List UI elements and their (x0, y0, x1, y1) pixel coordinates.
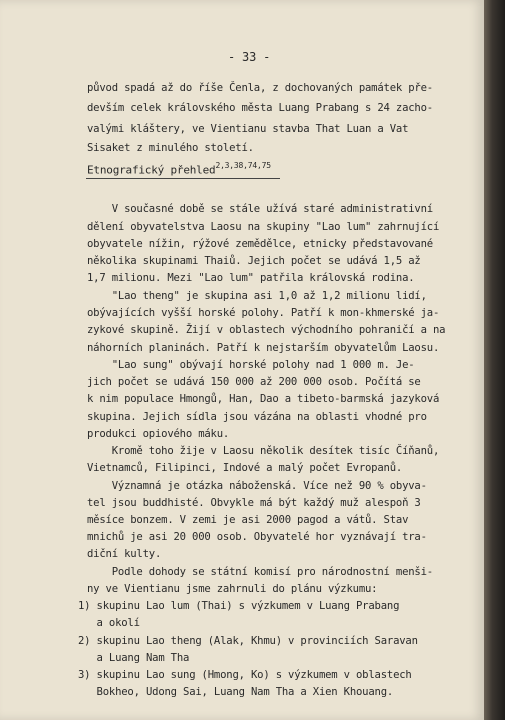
text-line: valými kláštery, ve Vientianu stavba That Luan a Vat (87, 123, 409, 135)
text-line: V současné době se stále užívá staré administrativní (87, 203, 433, 215)
text-line: devším celek královského města Luang Prabang s 24 zacho- (87, 102, 433, 114)
text-line: jich počet se udává 150 000 až 200 000 osob. Počítá se (87, 376, 421, 388)
text-line: mnichů je asi 20 000 osob. Obyvatelé hor vyznávají tra- (87, 531, 427, 543)
list-item: a Luang Nam Tha (78, 652, 190, 664)
text-line: "Lao theng" je skupina asi 1,0 až 1,2 milionu lidí, (87, 290, 427, 302)
text-line: 1,7 milionu. Mezi "Lao lum" patřila královská rodina. (87, 272, 415, 284)
text-line: měsíce bonzem. V zemi je asi 2000 pagod a vátů. Stav (87, 514, 409, 526)
list-item: 3) skupinu Lao sung (Hmong, Ko) s výzkumem v oblastech (78, 669, 412, 681)
heading-underline (86, 178, 280, 179)
text-line: obyvatele nížin, rýžové zemědělce, etnicky představované (87, 238, 433, 250)
text-line: k nim populace Hmongů, Han, Dao a tibeto-barmská jazyková (87, 393, 440, 405)
text-line: Vietnamců, Filipinci, Indové a malý počet Evropanů. (87, 462, 403, 474)
text-line: náhorních planinách. Patří k nejstarším obyvatelům Laosu. (87, 342, 440, 354)
list-item: 1) skupinu Lao lum (Thai) s výzkumem v Luang Prabang (78, 600, 400, 612)
book-edge (484, 0, 505, 720)
text-line: několika skupinami Thaiů. Jejich počet se udává 1,5 až (87, 255, 421, 267)
section-heading (87, 162, 271, 177)
list-item: Bokheo, Udong Sai, Luang Nam Tha a Xien Khouang. (78, 686, 394, 698)
text-line: původ spadá až do říše Čenla, z dochovaných památek pře- (87, 82, 433, 94)
text-line: Sisaket z minulého století. (87, 142, 254, 154)
text-line: Kromě toho žije v Laosu několik desítek tisíc Číňanů, (87, 445, 440, 457)
text-line: dělení obyvatelstva Laosu na skupiny "Lao lum" zahrnující (87, 221, 440, 233)
text-line: skupina. Jejich sídla jsou vázána na oblasti vhodné pro (87, 411, 427, 423)
section-title: Etnografický přehled (87, 163, 216, 177)
text-line: zykové skupině. Žijí v oblastech východního pohraničí a na (87, 324, 446, 336)
section-references: 2,3,38,74,75 (215, 161, 271, 170)
text-line: "Lao sung" obývají horské polohy nad 1 000 m. Je- (87, 359, 415, 371)
list-item: a okolí (78, 617, 140, 629)
text-line: obývajících vyšší horské polohy. Patří k mon-khmerské ja- (87, 307, 440, 319)
page-number: - 33 - (228, 50, 271, 64)
text-line: tel jsou buddhisté. Obvykle má být každý muž alespoň 3 (87, 497, 421, 509)
text-line: produkci opiového máku. (87, 428, 230, 440)
text-line: Významná je otázka náboženská. Více než 90 % obyva- (87, 480, 427, 492)
text-line: diční kulty. (87, 548, 162, 560)
list-item: 2) skupinu Lao theng (Alak, Khmu) v provinciích Saravan (78, 635, 418, 647)
text-line: Podle dohody se státní komisí pro národnostní menši- (87, 566, 433, 578)
text-line: ny ve Vientianu jsme zahrnuli do plánu výzkumu: (87, 583, 378, 595)
